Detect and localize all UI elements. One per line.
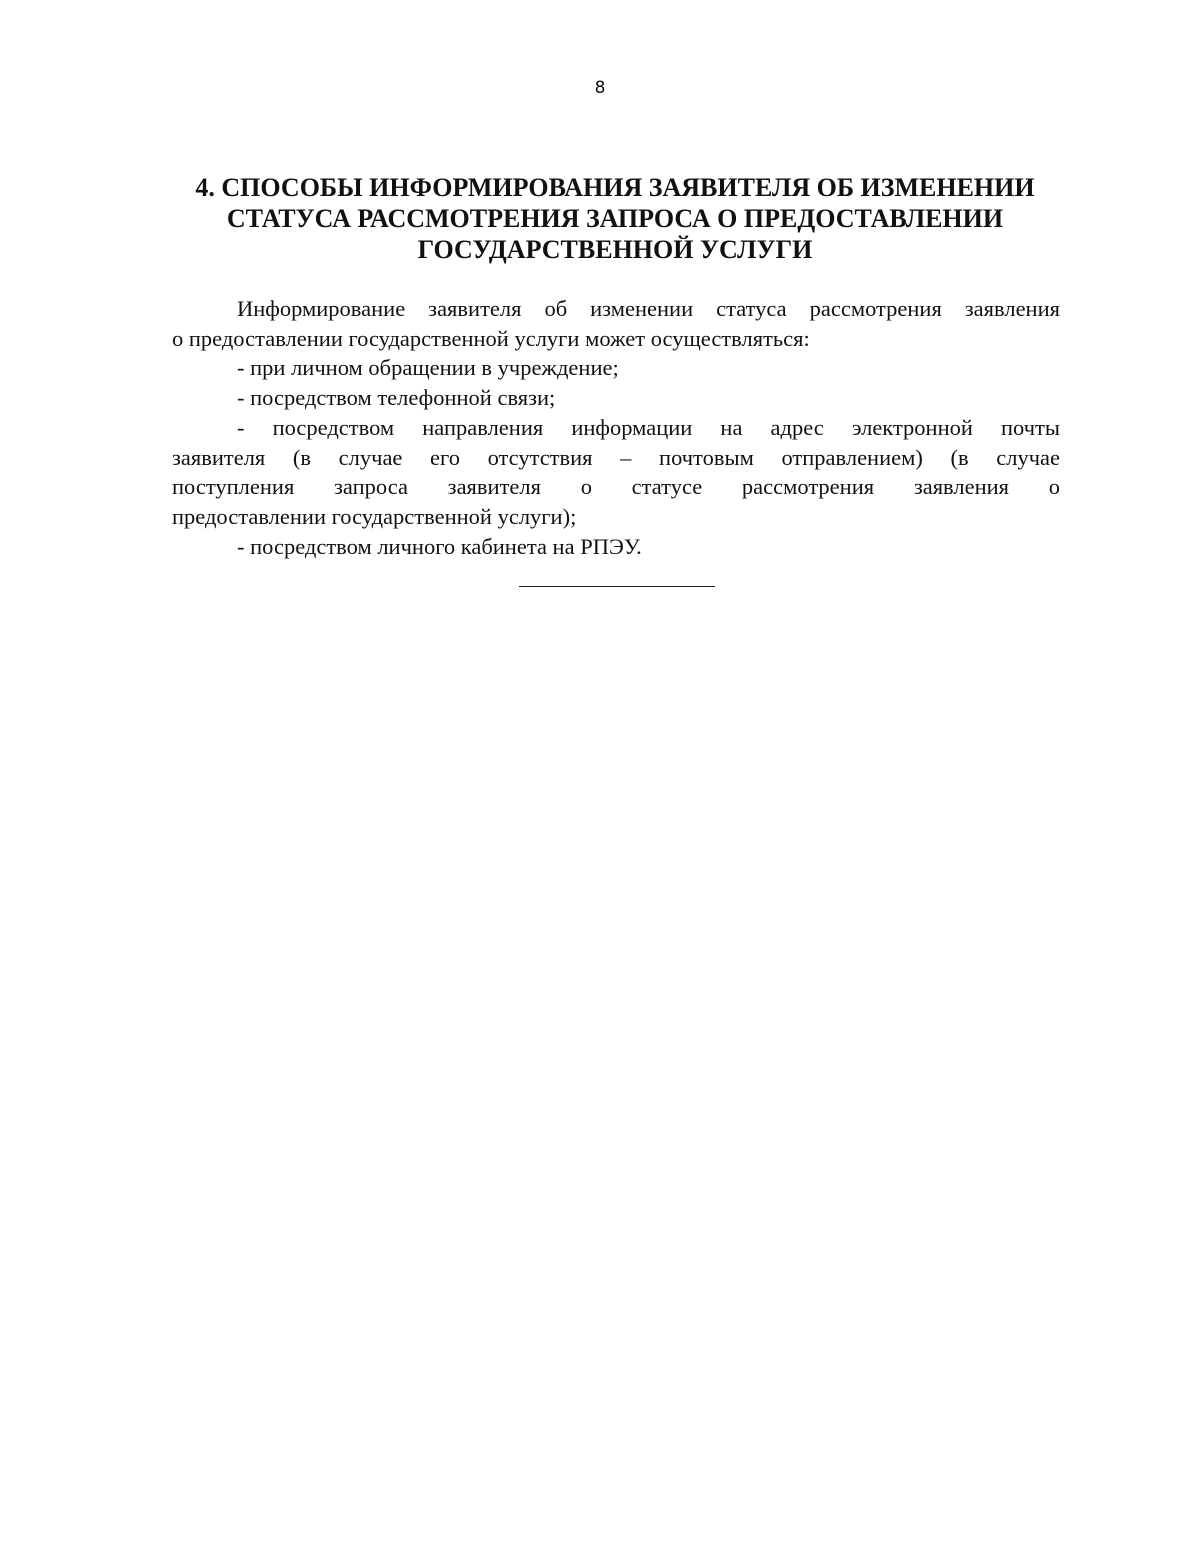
section-heading-line: ГОСУДАРСТВЕННОЙ УСЛУГИ (417, 235, 813, 264)
section-body (172, 294, 1060, 561)
section-heading-line: СТАТУСА РАССМОТРЕНИЯ ЗАПРОСА О ПРЕДОСТАВЛЕНИИ (226, 204, 1004, 233)
list-item-phone: - посредством телефонной связи; (237, 385, 556, 411)
list-item-email-line: заявителя (в случае его отсутствия – почтовым отправлением) (в случае (172, 444, 1060, 470)
list-item-email-line: предоставлении государственной услуги); (172, 503, 577, 529)
section-heading (170, 172, 1060, 265)
list-item-personal-cabinet: - посредством личного кабинета на РПЭУ. (237, 533, 642, 559)
page-number: 8 (594, 78, 606, 98)
list-item-email-line: - посредством направления информации на адрес электронной почты (237, 414, 1060, 440)
list-item-email-line: поступления запроса заявителя о статусе рассмотрения заявления о (172, 474, 1060, 500)
section-heading-line: 4. СПОСОБЫ ИНФОРМИРОВАНИЯ ЗАЯВИТЕЛЯ ОБ ИЗМЕНЕНИИ (195, 173, 1035, 202)
end-divider (519, 586, 715, 587)
list-item-personal-visit: - при личном обращении в учреждение; (237, 355, 619, 381)
intro-paragraph-line: о предоставлении государственной услуги может осуществляться: (172, 325, 810, 351)
intro-paragraph-line: Информирование заявителя об изменении статуса рассмотрения заявления (237, 296, 1060, 321)
